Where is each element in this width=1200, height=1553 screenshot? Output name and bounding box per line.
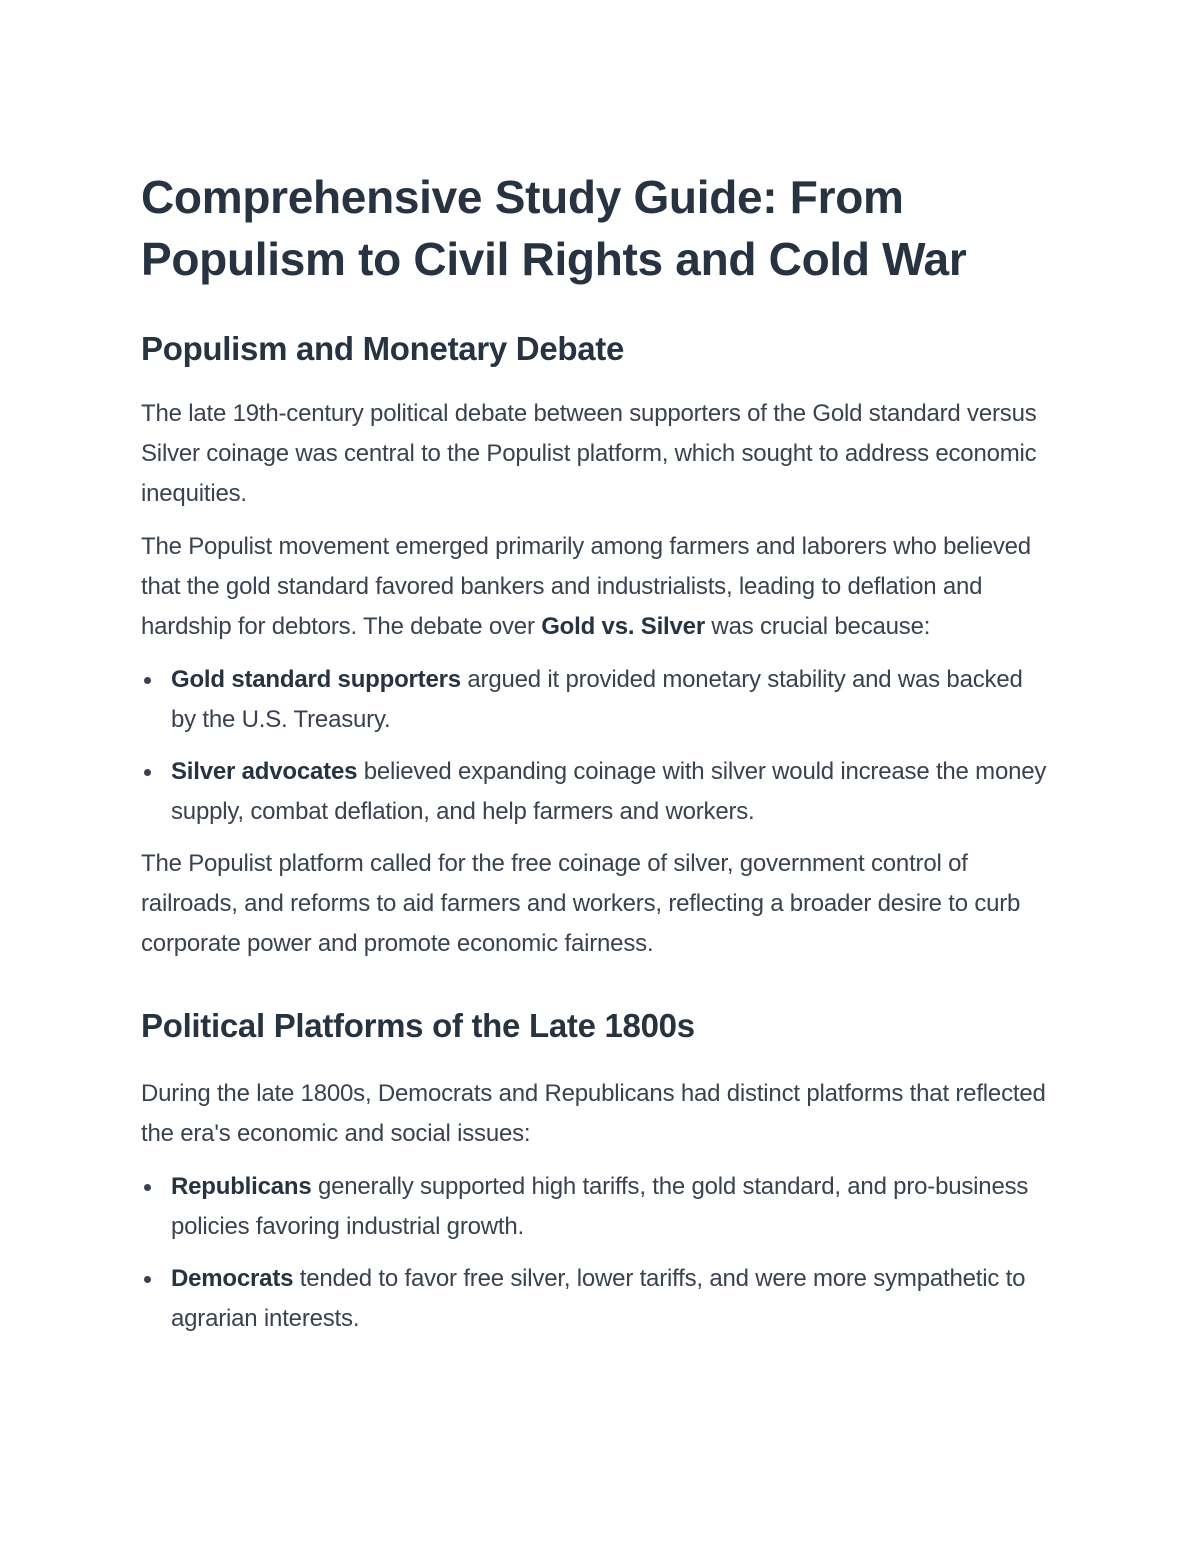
list-item	[141, 1167, 1050, 1247]
bold-term: Republicans	[171, 1173, 312, 1200]
bold-term: Gold standard supporters	[171, 666, 461, 693]
list-item	[141, 1259, 1050, 1339]
paragraph-populist-platform: The Populist platform called for the free coinage of silver, government control of railroads, and reforms to aid farmers and workers, reflecting a broader desire to curb corporate power and promote economic fairness.	[141, 850, 1021, 957]
list-item	[141, 752, 1050, 832]
bold-term: Democrats	[171, 1265, 294, 1292]
bullet-dot-icon	[144, 1276, 151, 1283]
paragraph-intro: The late 19th-century political debate between supporters of the Gold standard versus Silver coinage was central to the Populist platform, which sought to address economic inequities.	[141, 400, 1037, 507]
document-title: Comprehensive Study Guide: From Populism to Civil Rights and Cold War	[141, 171, 967, 285]
paragraph-tail: was crucial because:	[704, 613, 931, 640]
bullet-list-monetary	[141, 660, 1050, 832]
bold-term-gold-vs-silver: Gold vs. Silver	[541, 613, 705, 640]
list-item-text: argued it provided monetary stability and was backed by the U.S. Treasury.	[171, 666, 1023, 733]
bullet-dot-icon	[144, 769, 151, 776]
bullet-dot-icon	[144, 677, 151, 684]
bold-term: Silver advocates	[171, 758, 358, 785]
list-item-text: tended to favor free silver, lower tariffs, and were more sympathetic to agrarian interests.	[171, 1265, 1026, 1332]
bullet-list-parties	[141, 1167, 1050, 1339]
list-item-text: generally supported high tariffs, the gold standard, and pro-business policies favoring industrial growth.	[171, 1173, 1029, 1240]
paragraph-text: The Populist movement emerged primarily among farmers and laborers who believed that the gold standard favored bankers and industrialists, leading to deflation and hardship for debtors. The debate over	[141, 533, 1031, 640]
list-item	[141, 660, 1050, 740]
paragraph-populist-movement	[141, 527, 1050, 647]
section-heading-populism: Populism and Monetary Debate	[141, 330, 625, 367]
list-item-text: believed expanding coinage with silver would increase the money supply, combat deflation, and help farmers and workers.	[171, 758, 1047, 825]
paragraph-platforms-intro: During the late 1800s, Democrats and Republicans had distinct platforms that reflected the era's economic and social issues:	[141, 1080, 1046, 1147]
section-heading-political-platforms: Political Platforms of the Late 1800s	[141, 1007, 695, 1044]
bullet-dot-icon	[144, 1184, 151, 1191]
